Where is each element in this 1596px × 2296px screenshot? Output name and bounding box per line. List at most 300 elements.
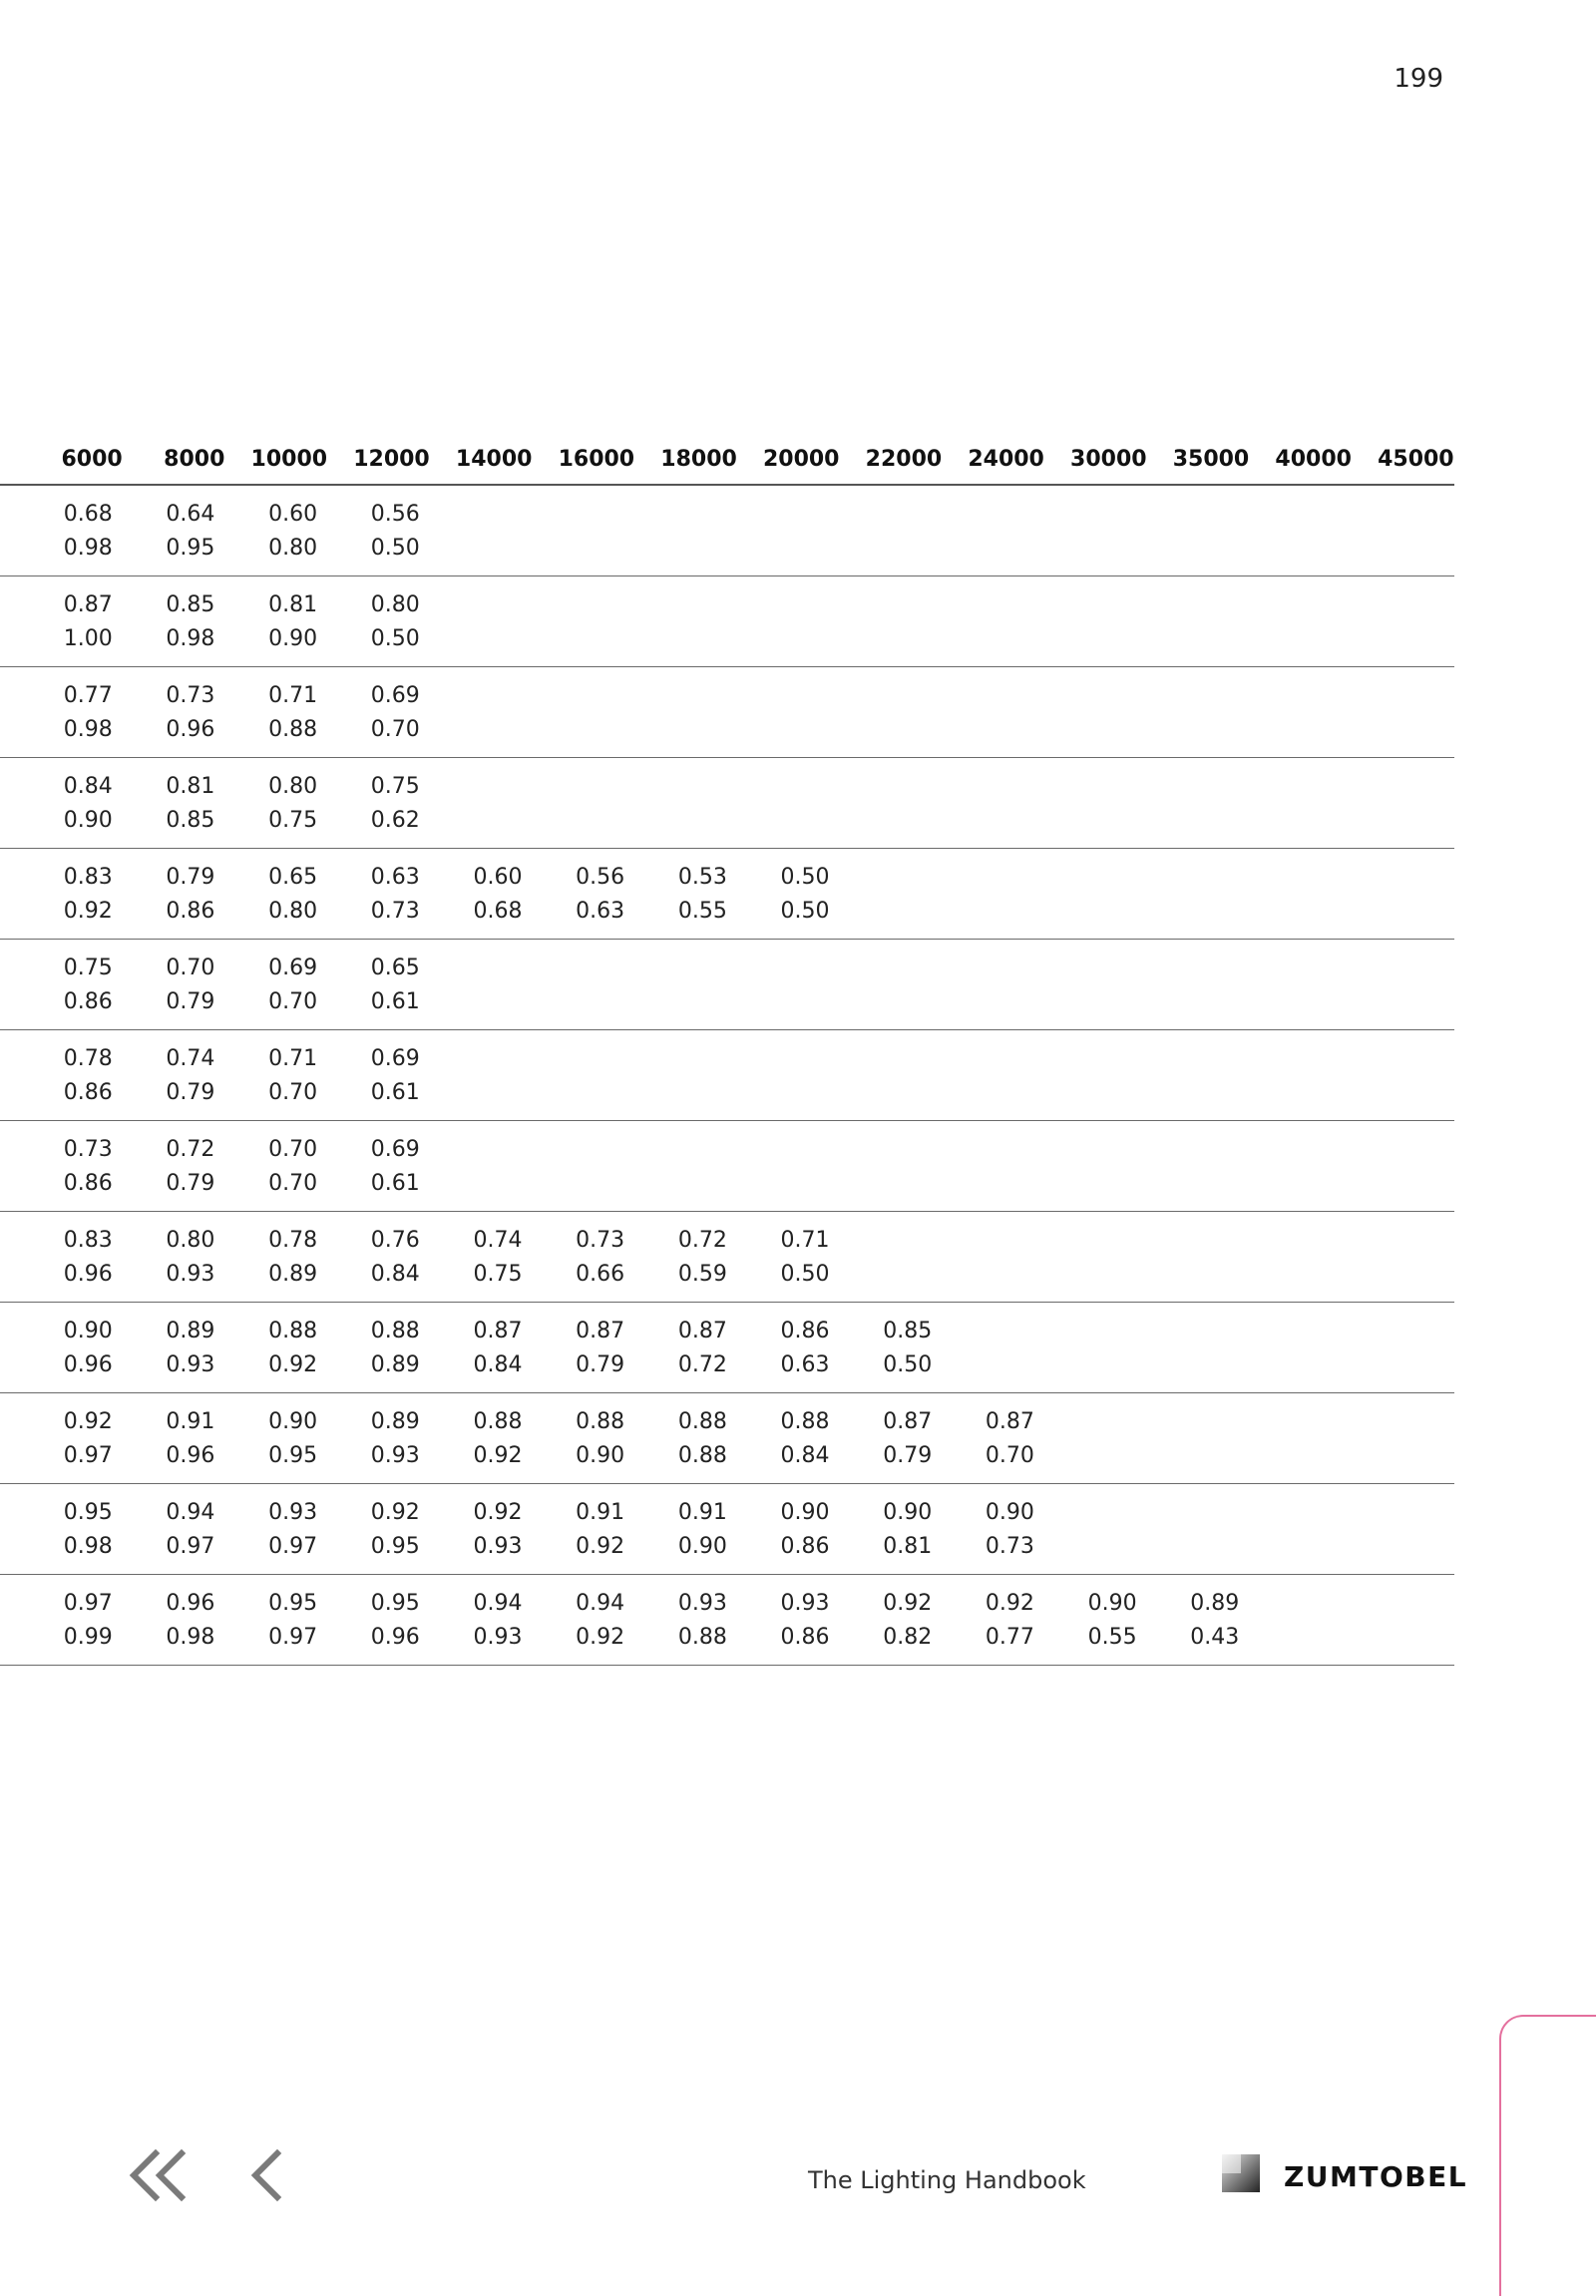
table-cell <box>532 1303 634 1393</box>
cell-value-top <box>1147 1315 1240 1348</box>
table-cell <box>634 1030 737 1121</box>
cell-value-bottom: 0.86 <box>63 1080 113 1105</box>
table-cell <box>1249 1575 1352 1666</box>
table-cell <box>20 1121 123 1212</box>
cell-value-bottom <box>1147 804 1240 838</box>
cell-value-bottom <box>942 985 1034 1019</box>
cell-value-bottom: 0.50 <box>780 1262 830 1287</box>
table-cell <box>123 1121 225 1212</box>
table-cell <box>20 849 123 940</box>
cell-value-top: 0.91 <box>576 1500 625 1525</box>
cell-value-top: 0.95 <box>268 1591 318 1616</box>
cell-value-bottom: 0.43 <box>1190 1625 1240 1650</box>
cell-value-bottom: 0.61 <box>370 1171 420 1196</box>
cell-value-top: 0.87 <box>473 1319 523 1343</box>
column-header: 10000 <box>224 444 327 485</box>
table-cell <box>532 1121 634 1212</box>
table-row <box>0 667 1454 758</box>
table-cell <box>532 1484 634 1575</box>
table-cell <box>634 667 737 758</box>
table-cell <box>1352 1484 1454 1575</box>
cell-value-bottom: 0.79 <box>166 1080 215 1105</box>
table-cell <box>123 1484 225 1575</box>
cell-value-bottom: 0.86 <box>780 1625 830 1650</box>
cell-value-top <box>1147 588 1240 622</box>
table-cell <box>327 667 430 758</box>
cell-value-bottom: 0.98 <box>63 717 113 742</box>
table-cell <box>20 576 123 667</box>
cell-value-bottom <box>1147 1076 1240 1110</box>
table-cell <box>327 576 430 667</box>
cell-value-bottom <box>840 1076 933 1110</box>
cell-value-top <box>634 770 727 804</box>
table-cell <box>737 758 840 849</box>
cell-value-bottom: 0.98 <box>63 536 113 561</box>
cell-value-top: 0.88 <box>780 1409 830 1434</box>
cell-value-bottom: 0.92 <box>473 1443 523 1468</box>
table-cell <box>430 667 533 758</box>
table-cell <box>224 1030 327 1121</box>
table-cell <box>20 1212 123 1303</box>
cell-value-bottom <box>1044 713 1137 747</box>
cell-value-bottom <box>1044 985 1137 1019</box>
cell-value-bottom: 0.79 <box>166 989 215 1014</box>
cell-value-bottom: 0.93 <box>473 1534 523 1559</box>
cell-value-top <box>840 498 933 532</box>
table-cell <box>224 1484 327 1575</box>
cell-value-bottom <box>532 532 624 566</box>
table-cell <box>224 667 327 758</box>
cell-value-top: 0.88 <box>677 1409 727 1434</box>
table-cell <box>942 849 1044 940</box>
table-cell <box>942 940 1044 1030</box>
cell-value-bottom <box>1249 713 1342 747</box>
cell-value-bottom <box>1044 1439 1137 1473</box>
table-cell <box>327 1484 430 1575</box>
row-spacer <box>0 940 20 1030</box>
cell-value-top: 0.69 <box>268 956 318 980</box>
table-cell <box>1147 940 1250 1030</box>
table-cell <box>1147 1030 1250 1121</box>
column-header: 12000 <box>327 444 430 485</box>
cell-value-top <box>737 770 830 804</box>
double-chevron-left-icon[interactable] <box>128 2147 188 2203</box>
cell-value-top <box>1249 1133 1342 1167</box>
cell-value-top <box>942 1042 1034 1076</box>
cell-value-top: 0.68 <box>63 502 113 527</box>
cell-value-top <box>1147 1224 1240 1258</box>
table-cell <box>942 1121 1044 1212</box>
cell-value-top: 0.89 <box>370 1409 420 1434</box>
table-cell <box>20 667 123 758</box>
cell-value-bottom: 0.90 <box>576 1443 625 1468</box>
table-cell <box>840 1393 943 1484</box>
table-cell <box>327 1030 430 1121</box>
cell-value-top <box>532 588 624 622</box>
cell-value-bottom <box>532 1076 624 1110</box>
cell-value-bottom <box>1352 713 1444 747</box>
cell-value-top: 0.95 <box>63 1500 113 1525</box>
table-cell <box>224 1393 327 1484</box>
table-cell <box>123 485 225 576</box>
cell-value-top <box>430 770 523 804</box>
table-cell <box>20 1030 123 1121</box>
cell-value-top: 0.87 <box>677 1319 727 1343</box>
table-cell <box>532 576 634 667</box>
table-cell <box>737 576 840 667</box>
table-cell <box>1044 1484 1147 1575</box>
cell-value-top <box>1147 1496 1240 1530</box>
table-cell <box>1352 1212 1454 1303</box>
cell-value-top: 0.87 <box>576 1319 625 1343</box>
cell-value-top <box>840 861 933 895</box>
table-cell <box>1352 667 1454 758</box>
cell-value-top <box>1249 861 1342 895</box>
cell-value-bottom <box>1044 1167 1137 1201</box>
table-cell <box>737 485 840 576</box>
cell-value-bottom: 0.97 <box>268 1534 318 1559</box>
cell-value-top: 0.92 <box>370 1500 420 1525</box>
cell-value-top <box>1249 1042 1342 1076</box>
cell-value-top <box>1249 498 1342 532</box>
cell-value-top: 0.83 <box>63 1228 113 1253</box>
cell-value-bottom: 0.79 <box>883 1443 933 1468</box>
table-row <box>0 576 1454 667</box>
cell-value-bottom <box>737 622 830 656</box>
table-cell <box>634 758 737 849</box>
cell-value-top: 0.80 <box>370 592 420 617</box>
cell-value-bottom <box>1249 1167 1342 1201</box>
cell-value-bottom: 0.96 <box>63 1262 113 1287</box>
cell-value-bottom: 0.86 <box>166 899 215 924</box>
side-tab[interactable] <box>1499 2015 1596 2296</box>
cell-value-top: 0.91 <box>166 1409 215 1434</box>
cell-value-bottom <box>1147 532 1240 566</box>
cell-value-bottom: 0.61 <box>370 989 420 1014</box>
table-cell <box>1352 1303 1454 1393</box>
cell-value-top <box>737 1042 830 1076</box>
cell-value-top: 0.69 <box>370 1137 420 1162</box>
table-cell <box>942 485 1044 576</box>
cell-value-bottom: 0.80 <box>268 899 318 924</box>
cell-value-bottom <box>1352 1530 1444 1564</box>
cell-value-top <box>1352 588 1444 622</box>
cell-value-bottom <box>1249 532 1342 566</box>
cell-value-top: 0.84 <box>63 774 113 799</box>
table-cell <box>1352 576 1454 667</box>
column-header: 14000 <box>430 444 533 485</box>
cell-value-bottom: 0.86 <box>63 989 113 1014</box>
table-cell <box>1147 1121 1250 1212</box>
cell-value-bottom <box>1352 804 1444 838</box>
table-cell <box>123 667 225 758</box>
cell-value-top <box>840 1224 933 1258</box>
cell-value-top: 0.69 <box>370 1046 420 1071</box>
row-spacer <box>0 485 20 576</box>
cell-value-top: 0.71 <box>268 1046 318 1071</box>
table-cell <box>123 758 225 849</box>
cell-value-top <box>430 498 523 532</box>
cell-value-top <box>1147 679 1240 713</box>
table-cell <box>20 1484 123 1575</box>
header-spacer <box>0 444 20 485</box>
cell-value-top <box>1044 588 1137 622</box>
table-cell <box>840 667 943 758</box>
table-cell <box>20 1393 123 1484</box>
cell-value-top <box>1044 1405 1137 1439</box>
cell-value-top: 0.94 <box>166 1500 215 1525</box>
column-header: 45000 <box>1352 444 1454 485</box>
table-cell <box>20 758 123 849</box>
cell-value-top <box>1352 1315 1444 1348</box>
table-row <box>0 1212 1454 1303</box>
cell-value-bottom <box>532 1167 624 1201</box>
cell-value-top <box>942 498 1034 532</box>
cell-value-bottom <box>532 804 624 838</box>
cell-value-top <box>1249 1405 1342 1439</box>
cell-value-bottom <box>840 1258 933 1292</box>
table-cell <box>224 1575 327 1666</box>
cell-value-top: 0.74 <box>166 1046 215 1071</box>
cell-value-bottom <box>1352 532 1444 566</box>
cell-value-top <box>634 1042 727 1076</box>
cell-value-top: 0.90 <box>63 1319 113 1343</box>
cell-value-top <box>1249 1315 1342 1348</box>
table-cell <box>1352 485 1454 576</box>
cell-value-top <box>942 770 1034 804</box>
cell-value-bottom <box>1249 895 1342 929</box>
cell-value-top: 0.87 <box>883 1409 933 1434</box>
table-cell <box>532 1030 634 1121</box>
table-cell <box>840 1575 943 1666</box>
cell-value-top: 0.75 <box>370 774 420 799</box>
cell-value-top: 0.96 <box>166 1591 215 1616</box>
table-cell <box>737 1575 840 1666</box>
column-header: 40000 <box>1249 444 1352 485</box>
cell-value-bottom: 0.70 <box>268 1171 318 1196</box>
table-cell <box>942 576 1044 667</box>
table-cell <box>1352 1121 1454 1212</box>
cell-value-top <box>1044 1496 1137 1530</box>
row-spacer <box>0 1393 20 1484</box>
cell-value-bottom <box>532 713 624 747</box>
cell-value-top: 0.79 <box>166 865 215 890</box>
cell-value-top <box>430 1042 523 1076</box>
table-cell <box>1249 1303 1352 1393</box>
table-cell <box>634 1121 737 1212</box>
cell-value-top <box>942 1224 1034 1258</box>
cell-value-top <box>1352 1496 1444 1530</box>
cell-value-bottom: 0.92 <box>576 1625 625 1650</box>
cell-value-top: 0.56 <box>576 865 625 890</box>
cell-value-top <box>942 1315 1034 1348</box>
cell-value-top <box>942 952 1034 985</box>
cell-value-bottom <box>430 1076 523 1110</box>
data-table <box>0 444 1454 1666</box>
cell-value-top <box>1352 770 1444 804</box>
cell-value-top: 0.90 <box>268 1409 318 1434</box>
table-cell <box>1249 1030 1352 1121</box>
cell-value-bottom <box>634 1076 727 1110</box>
cell-value-top <box>1147 498 1240 532</box>
cell-value-bottom: 0.88 <box>677 1443 727 1468</box>
cell-value-bottom: 0.88 <box>677 1625 727 1650</box>
cell-value-top: 0.83 <box>63 865 113 890</box>
column-header: 30000 <box>1044 444 1147 485</box>
cell-value-top <box>1147 770 1240 804</box>
cell-value-bottom: 0.89 <box>268 1262 318 1287</box>
cell-value-bottom <box>737 713 830 747</box>
cell-value-bottom: 0.96 <box>370 1625 420 1650</box>
table-row <box>0 1121 1454 1212</box>
table-cell <box>1147 1575 1250 1666</box>
cell-value-bottom <box>1249 804 1342 838</box>
cell-value-top <box>1249 588 1342 622</box>
cell-value-bottom <box>737 1167 830 1201</box>
cell-value-bottom: 0.77 <box>985 1625 1034 1650</box>
cell-value-bottom: 0.90 <box>677 1534 727 1559</box>
table-cell <box>840 1030 943 1121</box>
cell-value-bottom: 0.92 <box>63 899 113 924</box>
row-spacer <box>0 1030 20 1121</box>
cell-value-bottom: 0.75 <box>473 1262 523 1287</box>
table-cell <box>942 1484 1044 1575</box>
table-cell <box>1044 1212 1147 1303</box>
table-cell <box>1147 1303 1250 1393</box>
table-cell <box>532 1212 634 1303</box>
cell-value-bottom <box>430 804 523 838</box>
row-spacer <box>0 758 20 849</box>
table-cell <box>430 1212 533 1303</box>
cell-value-bottom <box>840 1167 933 1201</box>
table-cell <box>1147 758 1250 849</box>
cell-value-bottom: 0.96 <box>166 1443 215 1468</box>
cell-value-top <box>532 498 624 532</box>
column-header: 16000 <box>532 444 634 485</box>
cell-value-top: 0.74 <box>473 1228 523 1253</box>
table-cell <box>430 1303 533 1393</box>
cell-value-bottom: 0.97 <box>63 1443 113 1468</box>
cell-value-top: 0.90 <box>780 1500 830 1525</box>
cell-value-top <box>1352 1587 1444 1621</box>
cell-value-top <box>1352 498 1444 532</box>
cell-value-bottom <box>1352 985 1444 1019</box>
table-cell <box>840 576 943 667</box>
cell-value-top: 0.75 <box>63 956 113 980</box>
row-spacer <box>0 576 20 667</box>
cell-value-bottom: 0.97 <box>166 1534 215 1559</box>
cell-value-top <box>840 1042 933 1076</box>
table-cell <box>1044 1030 1147 1121</box>
cell-value-bottom: 0.86 <box>63 1171 113 1196</box>
cell-value-top: 0.88 <box>473 1409 523 1434</box>
cell-value-top: 0.90 <box>883 1500 933 1525</box>
table-cell <box>634 940 737 1030</box>
table-cell <box>840 1121 943 1212</box>
cell-value-top <box>1147 1042 1240 1076</box>
cell-value-top: 0.81 <box>268 592 318 617</box>
cell-value-top <box>1147 1133 1240 1167</box>
cell-value-bottom <box>634 1167 727 1201</box>
table-cell <box>634 1484 737 1575</box>
cell-value-bottom <box>1249 1076 1342 1110</box>
table-cell <box>1044 1575 1147 1666</box>
table-cell <box>1249 849 1352 940</box>
cell-value-top <box>1044 1133 1137 1167</box>
table-cell <box>430 940 533 1030</box>
cell-value-bottom <box>942 713 1034 747</box>
table-cell <box>1352 1030 1454 1121</box>
table-cell <box>430 1121 533 1212</box>
table-cell <box>224 849 327 940</box>
cell-value-top: 0.56 <box>370 502 420 527</box>
column-header: 6000 <box>20 444 123 485</box>
table-cell <box>327 1212 430 1303</box>
table-cell <box>20 485 123 576</box>
cell-value-top <box>942 679 1034 713</box>
table-cell <box>430 1575 533 1666</box>
cell-value-top: 0.97 <box>63 1591 113 1616</box>
column-header: 20000 <box>737 444 840 485</box>
table-cell <box>430 485 533 576</box>
cell-value-bottom <box>634 622 727 656</box>
cell-value-top <box>532 770 624 804</box>
cell-value-bottom: 0.93 <box>370 1443 420 1468</box>
cell-value-top: 0.93 <box>268 1500 318 1525</box>
cell-value-bottom <box>532 985 624 1019</box>
cell-value-top: 0.50 <box>780 865 830 890</box>
cell-value-bottom: 0.50 <box>370 536 420 561</box>
cell-value-bottom <box>942 1258 1034 1292</box>
table-row <box>0 1303 1454 1393</box>
cell-value-bottom: 0.82 <box>883 1625 933 1650</box>
table-row <box>0 1575 1454 1666</box>
cell-value-top <box>532 1133 624 1167</box>
cell-value-bottom: 0.50 <box>370 626 420 651</box>
table-cell <box>20 940 123 1030</box>
cell-value-bottom: 0.98 <box>166 1625 215 1650</box>
table-cell <box>1249 940 1352 1030</box>
table-cell <box>224 485 327 576</box>
table-cell <box>942 1575 1044 1666</box>
cell-value-bottom: 0.70 <box>268 1080 318 1105</box>
chevron-left-icon[interactable] <box>247 2147 287 2203</box>
table-cell <box>1044 1393 1147 1484</box>
table-cell <box>1044 1303 1147 1393</box>
table-cell <box>1249 667 1352 758</box>
cell-value-top: 0.78 <box>63 1046 113 1071</box>
table-cell <box>327 1393 430 1484</box>
cell-value-bottom: 0.88 <box>268 717 318 742</box>
table-cell <box>430 849 533 940</box>
table-cell <box>1249 485 1352 576</box>
table-cell <box>1249 758 1352 849</box>
cell-value-bottom <box>1352 1076 1444 1110</box>
cell-value-top: 0.85 <box>166 592 215 617</box>
table-header-row <box>0 444 1454 485</box>
cell-value-bottom: 0.79 <box>576 1352 625 1377</box>
cell-value-bottom: 0.79 <box>166 1171 215 1196</box>
cell-value-bottom <box>634 532 727 566</box>
row-spacer <box>0 1212 20 1303</box>
row-spacer <box>0 667 20 758</box>
cell-value-top <box>430 679 523 713</box>
cell-value-bottom: 0.68 <box>473 899 523 924</box>
table-cell <box>737 667 840 758</box>
cell-value-top <box>1352 1133 1444 1167</box>
cell-value-top: 0.92 <box>63 1409 113 1434</box>
cell-value-top: 0.65 <box>268 865 318 890</box>
